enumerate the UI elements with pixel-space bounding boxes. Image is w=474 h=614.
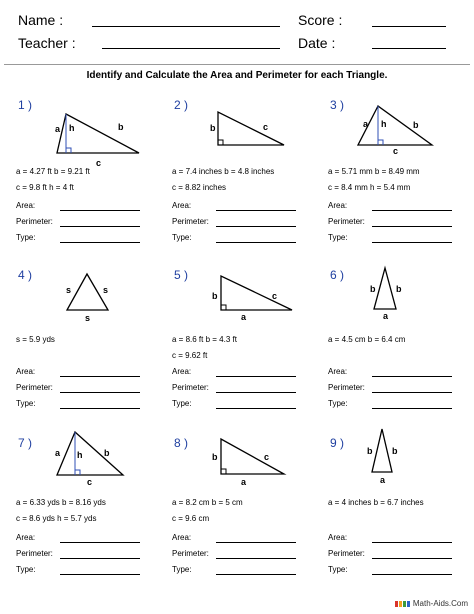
- type-answer-field[interactable]: [372, 242, 452, 243]
- logo-block-green: [403, 601, 406, 607]
- label-h: h: [69, 123, 75, 133]
- measurements-line-1: a = 4.27 ft b = 9.21 ft: [16, 167, 90, 176]
- problem-3: [322, 98, 470, 276]
- type-label: Type:: [16, 565, 36, 574]
- problem-1: [10, 98, 158, 276]
- problem-number: 1 ): [18, 98, 33, 112]
- problem-number: 6 ): [330, 268, 345, 282]
- problem-4: [10, 268, 158, 446]
- perimeter-label: Perimeter:: [16, 549, 53, 558]
- label-b: b: [104, 448, 110, 458]
- area-answer-field[interactable]: [60, 376, 140, 377]
- area-answer-field[interactable]: [372, 542, 452, 543]
- type-answer-field[interactable]: [60, 408, 140, 409]
- label-a: a: [55, 124, 61, 134]
- type-label: Type:: [172, 399, 192, 408]
- teacher-field[interactable]: [102, 48, 280, 49]
- type-answer-field[interactable]: [216, 408, 296, 409]
- label-a: a: [380, 475, 386, 485]
- measurements-line-2: c = 8.4 mm h = 5.4 mm: [328, 183, 411, 192]
- measurements-line-2: c = 8.82 inches: [172, 183, 227, 192]
- area-answer-field[interactable]: [60, 210, 140, 211]
- perimeter-label: Perimeter:: [328, 549, 365, 558]
- area-answer-field[interactable]: [216, 376, 296, 377]
- type-label: Type:: [172, 233, 192, 242]
- triangle-figure: [322, 436, 470, 496]
- label-c: c: [87, 477, 93, 487]
- label-side-base: s: [85, 313, 91, 323]
- area-answer-field[interactable]: [216, 542, 296, 543]
- date-field[interactable]: [372, 48, 446, 49]
- type-answer-field[interactable]: [216, 242, 296, 243]
- triangle-figure: [166, 268, 314, 328]
- footer-brand: [395, 599, 468, 608]
- label-side-left: s: [66, 285, 72, 295]
- label-b-right: b: [392, 446, 398, 456]
- label-c: c: [263, 122, 269, 132]
- measurements-line-2: c = 9.62 ft: [172, 351, 208, 360]
- measurements-line-1: a = 8.6 ft b = 4.3 ft: [172, 335, 237, 344]
- logo-block-blue: [407, 601, 410, 607]
- label-b: b: [118, 122, 124, 132]
- problem-number: 5 ): [174, 268, 189, 282]
- perimeter-answer-field[interactable]: [372, 558, 452, 559]
- type-answer-field[interactable]: [372, 574, 452, 575]
- triangle-figure: [322, 268, 470, 328]
- perimeter-answer-field[interactable]: [60, 226, 140, 227]
- measurements-line-1: a = 7.4 inches b = 4.8 inches: [172, 167, 275, 176]
- measurements-line-1: a = 6.33 yds b = 8.16 yds: [16, 498, 106, 507]
- perimeter-answer-field[interactable]: [60, 558, 140, 559]
- problem-9: [322, 436, 470, 614]
- type-label: Type:: [16, 233, 36, 242]
- score-field[interactable]: [372, 26, 446, 27]
- area-answer-field[interactable]: [216, 210, 296, 211]
- type-label: Type:: [172, 565, 192, 574]
- label-a: a: [241, 312, 247, 322]
- area-label: Area:: [172, 201, 192, 210]
- problem-number: 3 ): [330, 98, 345, 112]
- area-label: Area:: [16, 533, 36, 542]
- triangle-figure: [166, 98, 314, 158]
- date-label: Date :: [298, 35, 336, 51]
- area-label: Area:: [328, 533, 348, 542]
- label-c: c: [272, 291, 278, 301]
- label-b: b: [212, 291, 218, 301]
- triangle-figure: [166, 436, 314, 496]
- area-label: Area:: [328, 367, 348, 376]
- problem-2: [166, 98, 314, 276]
- footer-site-name: Math-Aids.Com: [412, 599, 468, 608]
- label-b: b: [210, 123, 216, 133]
- area-label: Area:: [172, 367, 192, 376]
- measurements-line-1: a = 5.71 mm b = 8.49 mm: [328, 167, 420, 176]
- label-b-left: b: [367, 446, 373, 456]
- triangle-figure: [10, 98, 158, 168]
- label-a: a: [55, 448, 61, 458]
- label-side-right: s: [103, 285, 109, 295]
- type-label: Type:: [328, 565, 348, 574]
- type-label: Type:: [16, 399, 36, 408]
- type-answer-field[interactable]: [372, 408, 452, 409]
- triangle-figure: [322, 98, 470, 158]
- perimeter-answer-field[interactable]: [60, 392, 140, 393]
- problem-number: 9 ): [330, 436, 345, 450]
- area-label: Area:: [16, 201, 36, 210]
- measurements-line-2: c = 8.6 yds h = 5.7 yds: [16, 514, 97, 523]
- logo-block-red: [395, 601, 398, 607]
- name-label: Name :: [18, 12, 64, 28]
- type-answer-field[interactable]: [60, 242, 140, 243]
- problem-number: 7 ): [18, 436, 33, 450]
- perimeter-label: Perimeter:: [172, 383, 209, 392]
- measurements-line-2: c = 9.8 ft h = 4 ft: [16, 183, 74, 192]
- label-a: a: [363, 119, 369, 129]
- area-answer-field[interactable]: [372, 376, 452, 377]
- type-label: Type:: [328, 399, 348, 408]
- type-answer-field[interactable]: [60, 574, 140, 575]
- area-label: Area:: [328, 201, 348, 210]
- header-divider: [4, 64, 470, 65]
- problem-number: 2 ): [174, 98, 189, 112]
- label-c: c: [393, 146, 399, 156]
- label-a: a: [241, 477, 247, 487]
- measurements-line-1: a = 4.5 cm b = 6.4 cm: [328, 335, 406, 344]
- problem-number: 4 ): [18, 268, 33, 282]
- label-h: h: [77, 450, 83, 460]
- perimeter-answer-field[interactable]: [216, 558, 296, 559]
- label-c: c: [264, 452, 270, 462]
- perimeter-label: Perimeter:: [328, 217, 365, 226]
- area-answer-field[interactable]: [60, 542, 140, 543]
- label-b-left: b: [370, 284, 376, 294]
- label-a: a: [383, 311, 389, 321]
- math-aids-logo-icon: [395, 601, 410, 607]
- instructions: Identify and Calculate the Area and Perimeter for each Triangle.: [86, 70, 388, 81]
- triangle-figure: [10, 436, 158, 496]
- type-answer-field[interactable]: [216, 574, 296, 575]
- measurements-line-2: c = 9.6 cm: [172, 514, 210, 523]
- perimeter-answer-field[interactable]: [372, 392, 452, 393]
- label-b: b: [413, 120, 419, 130]
- problem-7: [10, 436, 158, 614]
- problem-5: [166, 268, 314, 446]
- label-h: h: [381, 119, 387, 129]
- measurements-line-1: s = 5.9 yds: [16, 335, 55, 344]
- area-answer-field[interactable]: [372, 210, 452, 211]
- logo-block-orange: [399, 601, 402, 607]
- problem-6: [322, 268, 470, 446]
- type-label: Type:: [328, 233, 348, 242]
- area-label: Area:: [172, 533, 192, 542]
- name-field[interactable]: [92, 26, 280, 27]
- perimeter-label: Perimeter:: [328, 383, 365, 392]
- perimeter-label: Perimeter:: [172, 549, 209, 558]
- teacher-label: Teacher :: [18, 35, 76, 51]
- score-label: Score :: [298, 12, 343, 28]
- perimeter-answer-field[interactable]: [372, 226, 452, 227]
- measurements-line-1: a = 8.2 cm b = 5 cm: [172, 498, 243, 507]
- label-b: b: [212, 452, 218, 462]
- triangle-figure: [10, 268, 158, 328]
- problem-8: [166, 436, 314, 614]
- perimeter-answer-field[interactable]: [216, 226, 296, 227]
- perimeter-label: Perimeter:: [16, 383, 53, 392]
- area-label: Area:: [16, 367, 36, 376]
- measurements-line-1: a = 4 inches b = 6.7 inches: [328, 498, 424, 507]
- perimeter-label: Perimeter:: [16, 217, 53, 226]
- perimeter-label: Perimeter:: [172, 217, 209, 226]
- label-b-right: b: [396, 284, 402, 294]
- problem-number: 8 ): [174, 436, 189, 450]
- label-c: c: [96, 158, 102, 168]
- perimeter-answer-field[interactable]: [216, 392, 296, 393]
